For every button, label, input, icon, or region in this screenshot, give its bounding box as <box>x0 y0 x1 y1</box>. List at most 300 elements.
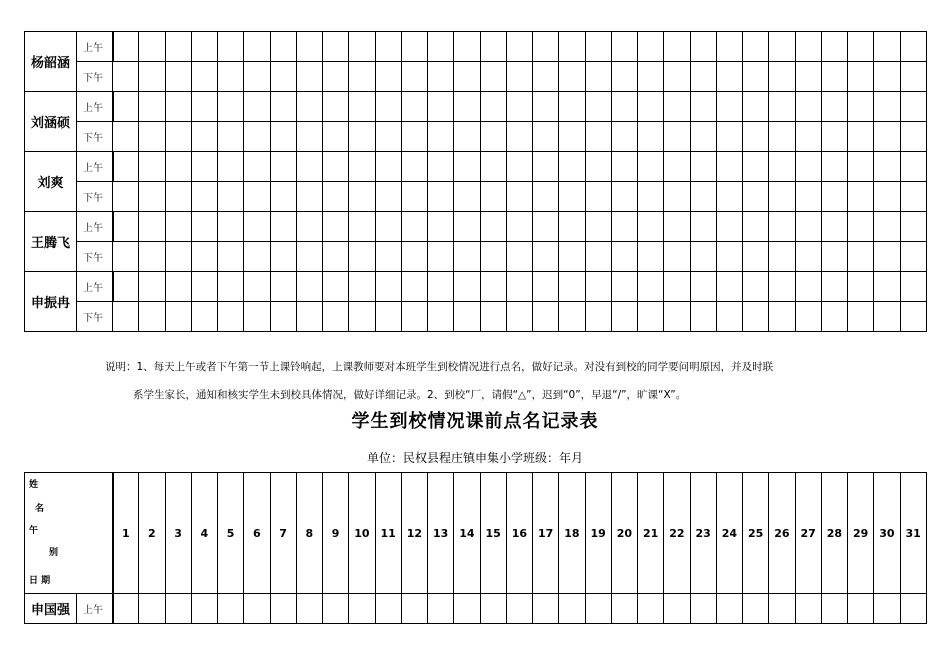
day-cell <box>349 32 375 62</box>
day-cell <box>139 92 165 122</box>
day-cell <box>821 122 847 152</box>
day-cell <box>611 182 637 212</box>
day-cell <box>349 92 375 122</box>
day-cell <box>139 122 165 152</box>
day-cell <box>296 272 322 302</box>
day-cell <box>191 92 217 122</box>
day-cell <box>769 182 795 212</box>
day-cell <box>454 272 480 302</box>
day-cell <box>218 92 244 122</box>
day-cell <box>848 272 874 302</box>
header-xing: 姓 <box>29 480 39 490</box>
day-number: 4 <box>191 473 217 594</box>
day-cell <box>165 62 191 92</box>
day-cell <box>401 62 427 92</box>
table-row <box>25 594 927 624</box>
day-cell <box>716 152 742 182</box>
day-cell <box>900 272 926 302</box>
day-cell <box>191 122 217 152</box>
day-cell <box>874 212 900 242</box>
day-cell <box>244 212 270 242</box>
day-cell <box>900 62 926 92</box>
header-nian: 午 <box>29 526 39 536</box>
day-cell <box>638 182 664 212</box>
day-cell <box>349 182 375 212</box>
day-cell <box>585 62 611 92</box>
day-cell <box>165 212 191 242</box>
day-cell <box>506 92 532 122</box>
header-bie: 别 <box>49 548 59 558</box>
day-cell <box>296 242 322 272</box>
day-cell <box>375 92 401 122</box>
day-cell <box>559 32 585 62</box>
day-cell <box>428 122 454 152</box>
day-cell <box>244 242 270 272</box>
table-row <box>25 62 927 92</box>
day-number: 14 <box>454 473 480 594</box>
day-cell <box>323 182 349 212</box>
day-cell <box>506 594 532 624</box>
day-cell <box>506 32 532 62</box>
day-number: 17 <box>533 473 559 594</box>
day-cell <box>480 272 506 302</box>
day-cell <box>218 212 244 242</box>
day-cell <box>585 272 611 302</box>
day-number: 20 <box>611 473 637 594</box>
day-cell <box>375 122 401 152</box>
day-cell <box>270 32 296 62</box>
day-cell <box>296 182 322 212</box>
day-cell <box>428 242 454 272</box>
day-cell <box>480 212 506 242</box>
day-cell <box>690 212 716 242</box>
day-cell <box>664 212 690 242</box>
day-cell <box>244 62 270 92</box>
day-cell <box>454 302 480 332</box>
day-cell <box>664 32 690 62</box>
header-row <box>25 473 927 594</box>
day-cell <box>533 212 559 242</box>
day-cell <box>795 594 821 624</box>
day-cell <box>716 62 742 92</box>
day-cell <box>533 122 559 152</box>
day-cell <box>611 594 637 624</box>
day-cell <box>296 302 322 332</box>
day-cell <box>848 62 874 92</box>
day-cell <box>716 242 742 272</box>
day-cell <box>191 594 217 624</box>
unit-line: 单位：民权县程庄镇申集小学班级：年月 <box>366 451 583 465</box>
day-cell <box>270 182 296 212</box>
day-cell <box>113 594 139 624</box>
day-number: 1 <box>113 473 139 594</box>
day-number: 30 <box>874 473 900 594</box>
day-cell <box>585 92 611 122</box>
day-cell <box>638 212 664 242</box>
period-pm: 下午 <box>77 242 113 272</box>
day-cell <box>585 302 611 332</box>
day-cell <box>349 272 375 302</box>
day-cell <box>139 62 165 92</box>
day-cell <box>821 62 847 92</box>
day-cell <box>848 302 874 332</box>
day-cell <box>795 92 821 122</box>
day-cell <box>900 182 926 212</box>
day-cell <box>769 212 795 242</box>
day-cell <box>165 122 191 152</box>
day-cell <box>139 212 165 242</box>
day-number: 9 <box>323 473 349 594</box>
day-cell <box>638 272 664 302</box>
day-cell <box>690 92 716 122</box>
day-number: 13 <box>428 473 454 594</box>
day-cell <box>611 62 637 92</box>
day-cell <box>769 62 795 92</box>
day-cell <box>611 242 637 272</box>
day-cell <box>611 302 637 332</box>
day-cell <box>480 122 506 152</box>
day-cell <box>270 152 296 182</box>
day-cell <box>900 32 926 62</box>
day-cell <box>690 242 716 272</box>
day-number: 28 <box>821 473 847 594</box>
day-cell <box>795 302 821 332</box>
day-cell <box>585 594 611 624</box>
day-cell <box>611 152 637 182</box>
day-cell <box>821 182 847 212</box>
day-cell <box>349 62 375 92</box>
day-cell <box>270 594 296 624</box>
day-cell <box>900 92 926 122</box>
day-cell <box>454 92 480 122</box>
day-cell <box>559 594 585 624</box>
day-cell <box>270 62 296 92</box>
day-cell <box>349 594 375 624</box>
day-number: 8 <box>296 473 322 594</box>
day-cell <box>165 32 191 62</box>
day-cell <box>323 32 349 62</box>
day-number: 6 <box>244 473 270 594</box>
period-am: 上午 <box>77 92 113 122</box>
day-cell <box>743 62 769 92</box>
day-cell <box>611 92 637 122</box>
day-cell <box>743 92 769 122</box>
day-cell <box>506 62 532 92</box>
day-cell <box>375 302 401 332</box>
day-cell <box>795 182 821 212</box>
day-cell <box>454 122 480 152</box>
day-cell <box>506 272 532 302</box>
day-number: 24 <box>716 473 742 594</box>
note-line-2: 系学生家长，通知和核实学生未到校具体情况，做好详细记录。2、到校“厂，请假“△”，迟到“0”，早退“/”，旷课“X”。 <box>133 389 687 401</box>
day-cell <box>113 122 139 152</box>
day-cell <box>506 152 532 182</box>
day-cell <box>874 122 900 152</box>
day-number: 12 <box>401 473 427 594</box>
day-cell <box>769 152 795 182</box>
day-cell <box>165 92 191 122</box>
day-cell <box>428 62 454 92</box>
day-cell <box>165 302 191 332</box>
day-cell <box>900 242 926 272</box>
day-cell <box>113 302 139 332</box>
table-row <box>25 32 927 62</box>
table-row <box>25 122 927 152</box>
day-cell <box>401 242 427 272</box>
day-cell <box>821 242 847 272</box>
day-cell <box>323 152 349 182</box>
day-cell <box>585 242 611 272</box>
day-cell <box>270 212 296 242</box>
day-cell <box>690 62 716 92</box>
period-pm: 下午 <box>77 182 113 212</box>
day-cell <box>480 302 506 332</box>
day-cell <box>401 212 427 242</box>
day-cell <box>244 302 270 332</box>
day-cell <box>638 62 664 92</box>
day-cell <box>821 92 847 122</box>
day-number: 27 <box>795 473 821 594</box>
day-cell <box>874 594 900 624</box>
day-cell <box>165 152 191 182</box>
day-cell <box>874 92 900 122</box>
day-cell <box>191 182 217 212</box>
day-cell <box>401 182 427 212</box>
day-cell <box>428 272 454 302</box>
day-cell <box>401 152 427 182</box>
attendance-table-bottom <box>24 472 927 624</box>
period-am: 上午 <box>77 272 113 302</box>
day-cell <box>821 212 847 242</box>
day-cell <box>323 62 349 92</box>
day-cell <box>769 242 795 272</box>
day-cell <box>428 152 454 182</box>
day-cell <box>349 152 375 182</box>
day-cell <box>769 32 795 62</box>
day-cell <box>533 92 559 122</box>
day-cell <box>743 594 769 624</box>
day-cell <box>874 302 900 332</box>
header-ming: 名 <box>35 504 45 514</box>
day-cell <box>506 182 532 212</box>
day-cell <box>375 32 401 62</box>
day-cell <box>690 32 716 62</box>
day-number: 18 <box>559 473 585 594</box>
day-cell <box>769 122 795 152</box>
day-cell <box>716 92 742 122</box>
day-cell <box>533 594 559 624</box>
day-cell <box>690 122 716 152</box>
day-cell <box>139 594 165 624</box>
day-cell <box>401 92 427 122</box>
day-cell <box>165 242 191 272</box>
day-cell <box>559 272 585 302</box>
day-cell <box>795 152 821 182</box>
day-cell <box>218 302 244 332</box>
day-cell <box>454 212 480 242</box>
day-cell <box>191 272 217 302</box>
day-cell <box>664 594 690 624</box>
day-cell <box>769 92 795 122</box>
day-cell <box>270 302 296 332</box>
day-cell <box>743 302 769 332</box>
day-cell <box>375 62 401 92</box>
day-cell <box>664 242 690 272</box>
day-cell <box>638 594 664 624</box>
day-cell <box>821 152 847 182</box>
period-pm: 下午 <box>77 62 113 92</box>
day-cell <box>349 122 375 152</box>
day-cell <box>454 62 480 92</box>
day-cell <box>585 122 611 152</box>
day-number: 22 <box>664 473 690 594</box>
day-cell <box>139 242 165 272</box>
day-cell <box>848 212 874 242</box>
day-cell <box>506 302 532 332</box>
day-cell <box>191 302 217 332</box>
day-cell <box>296 32 322 62</box>
day-cell <box>191 242 217 272</box>
day-cell <box>638 92 664 122</box>
day-cell <box>559 212 585 242</box>
header-riqi: 日 期 <box>29 576 51 586</box>
day-cell <box>480 32 506 62</box>
day-cell <box>743 152 769 182</box>
day-number: 23 <box>690 473 716 594</box>
day-cell <box>848 182 874 212</box>
day-cell <box>664 62 690 92</box>
day-cell <box>664 122 690 152</box>
day-cell <box>139 182 165 212</box>
day-cell <box>611 212 637 242</box>
day-cell <box>795 122 821 152</box>
day-cell <box>769 272 795 302</box>
day-cell <box>428 32 454 62</box>
day-number: 19 <box>585 473 611 594</box>
day-number: 29 <box>848 473 874 594</box>
day-cell <box>611 122 637 152</box>
day-cell <box>664 272 690 302</box>
day-cell <box>848 152 874 182</box>
day-cell <box>323 122 349 152</box>
day-cell <box>375 182 401 212</box>
day-cell <box>218 272 244 302</box>
day-cell <box>821 302 847 332</box>
day-cell <box>349 242 375 272</box>
day-number: 26 <box>769 473 795 594</box>
day-cell <box>428 594 454 624</box>
period-pm: 下午 <box>77 302 113 332</box>
day-cell <box>323 212 349 242</box>
day-cell <box>113 92 139 122</box>
period-pm: 下午 <box>77 122 113 152</box>
day-cell <box>244 152 270 182</box>
day-cell <box>139 152 165 182</box>
day-cell <box>401 122 427 152</box>
day-cell <box>480 152 506 182</box>
day-cell <box>401 302 427 332</box>
day-cell <box>874 32 900 62</box>
day-cell <box>244 182 270 212</box>
day-cell <box>296 594 322 624</box>
day-cell <box>821 594 847 624</box>
day-cell <box>244 32 270 62</box>
day-number: 15 <box>480 473 506 594</box>
day-cell <box>401 594 427 624</box>
day-cell <box>401 272 427 302</box>
day-cell <box>375 152 401 182</box>
day-number: 3 <box>165 473 191 594</box>
day-cell <box>533 152 559 182</box>
day-cell <box>113 272 139 302</box>
day-cell <box>139 272 165 302</box>
table-row <box>25 212 927 242</box>
period-am: 上午 <box>77 594 113 624</box>
day-cell <box>533 62 559 92</box>
day-cell <box>716 212 742 242</box>
day-cell <box>900 122 926 152</box>
day-cell <box>375 242 401 272</box>
day-cell <box>323 272 349 302</box>
day-cell <box>533 32 559 62</box>
day-cell <box>506 122 532 152</box>
day-number: 21 <box>638 473 664 594</box>
day-cell <box>821 272 847 302</box>
day-cell <box>769 302 795 332</box>
table-row <box>25 242 927 272</box>
day-cell <box>296 212 322 242</box>
day-cell <box>848 122 874 152</box>
table-row <box>25 92 927 122</box>
day-cell <box>743 182 769 212</box>
day-cell <box>716 122 742 152</box>
day-cell <box>165 272 191 302</box>
day-cell <box>323 242 349 272</box>
day-cell <box>559 242 585 272</box>
day-cell <box>638 122 664 152</box>
day-cell <box>218 182 244 212</box>
day-cell <box>585 182 611 212</box>
day-cell <box>638 302 664 332</box>
day-cell <box>559 182 585 212</box>
day-cell <box>428 92 454 122</box>
day-cell <box>375 594 401 624</box>
day-cell <box>296 62 322 92</box>
day-cell <box>716 182 742 212</box>
day-cell <box>113 212 139 242</box>
day-number: 31 <box>900 473 926 594</box>
day-number: 5 <box>218 473 244 594</box>
day-cell <box>323 92 349 122</box>
day-cell <box>191 212 217 242</box>
day-cell <box>664 302 690 332</box>
day-cell <box>454 594 480 624</box>
day-cell <box>690 594 716 624</box>
day-cell <box>716 32 742 62</box>
day-cell <box>664 182 690 212</box>
day-cell <box>139 32 165 62</box>
day-cell <box>716 594 742 624</box>
day-cell <box>900 302 926 332</box>
day-cell <box>375 212 401 242</box>
day-number: 11 <box>375 473 401 594</box>
day-cell <box>218 62 244 92</box>
day-cell <box>349 302 375 332</box>
day-cell <box>454 32 480 62</box>
day-cell <box>585 212 611 242</box>
day-cell <box>165 594 191 624</box>
day-cell <box>795 212 821 242</box>
